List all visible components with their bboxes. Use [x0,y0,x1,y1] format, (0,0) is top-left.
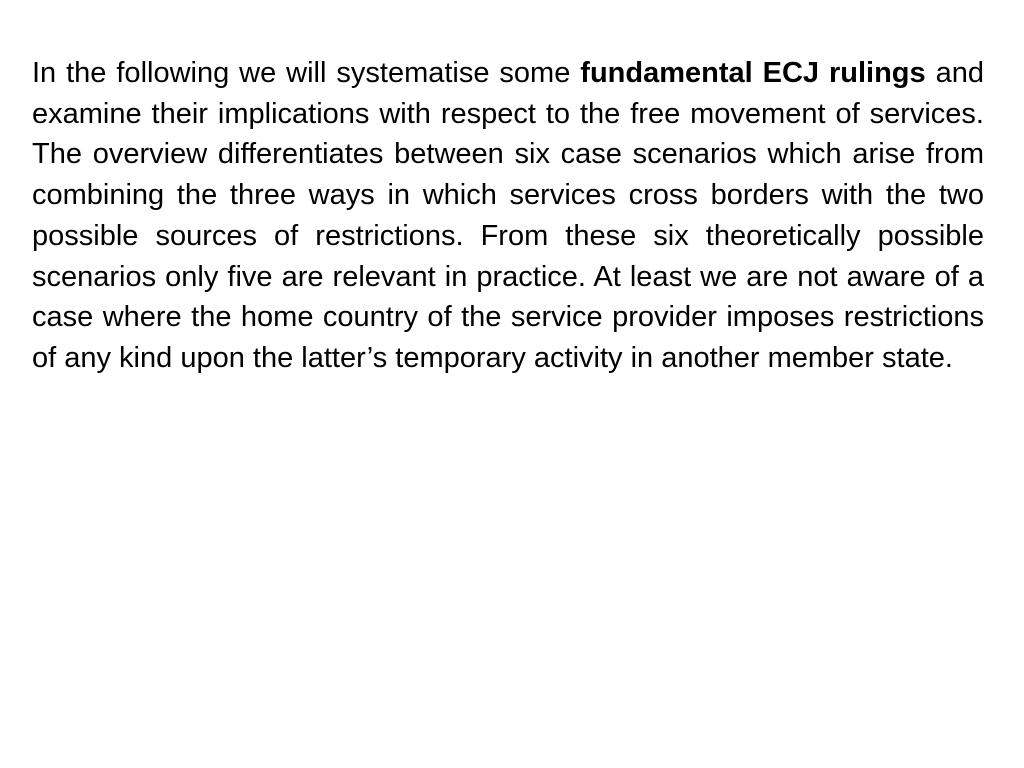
paragraph-emphasis: fundamental ECJ rulings [580,57,926,89]
body-paragraph [32,53,984,379]
paragraph-text-before: In the following we will systematise some [32,57,581,89]
paragraph-text-after: and examine their implications with respect to the free movement of services. The overview differentiates between six case scenarios which arise from combining the three ways in which services cross borders with the two possible sources of restrictions. From these six theoretically possible scenarios only five are relevant in practice. At least we are not aware of a case where the home country of the service provider imposes restrictions of any kind upon the latter’s temporary activity in another member state. [32,57,984,374]
